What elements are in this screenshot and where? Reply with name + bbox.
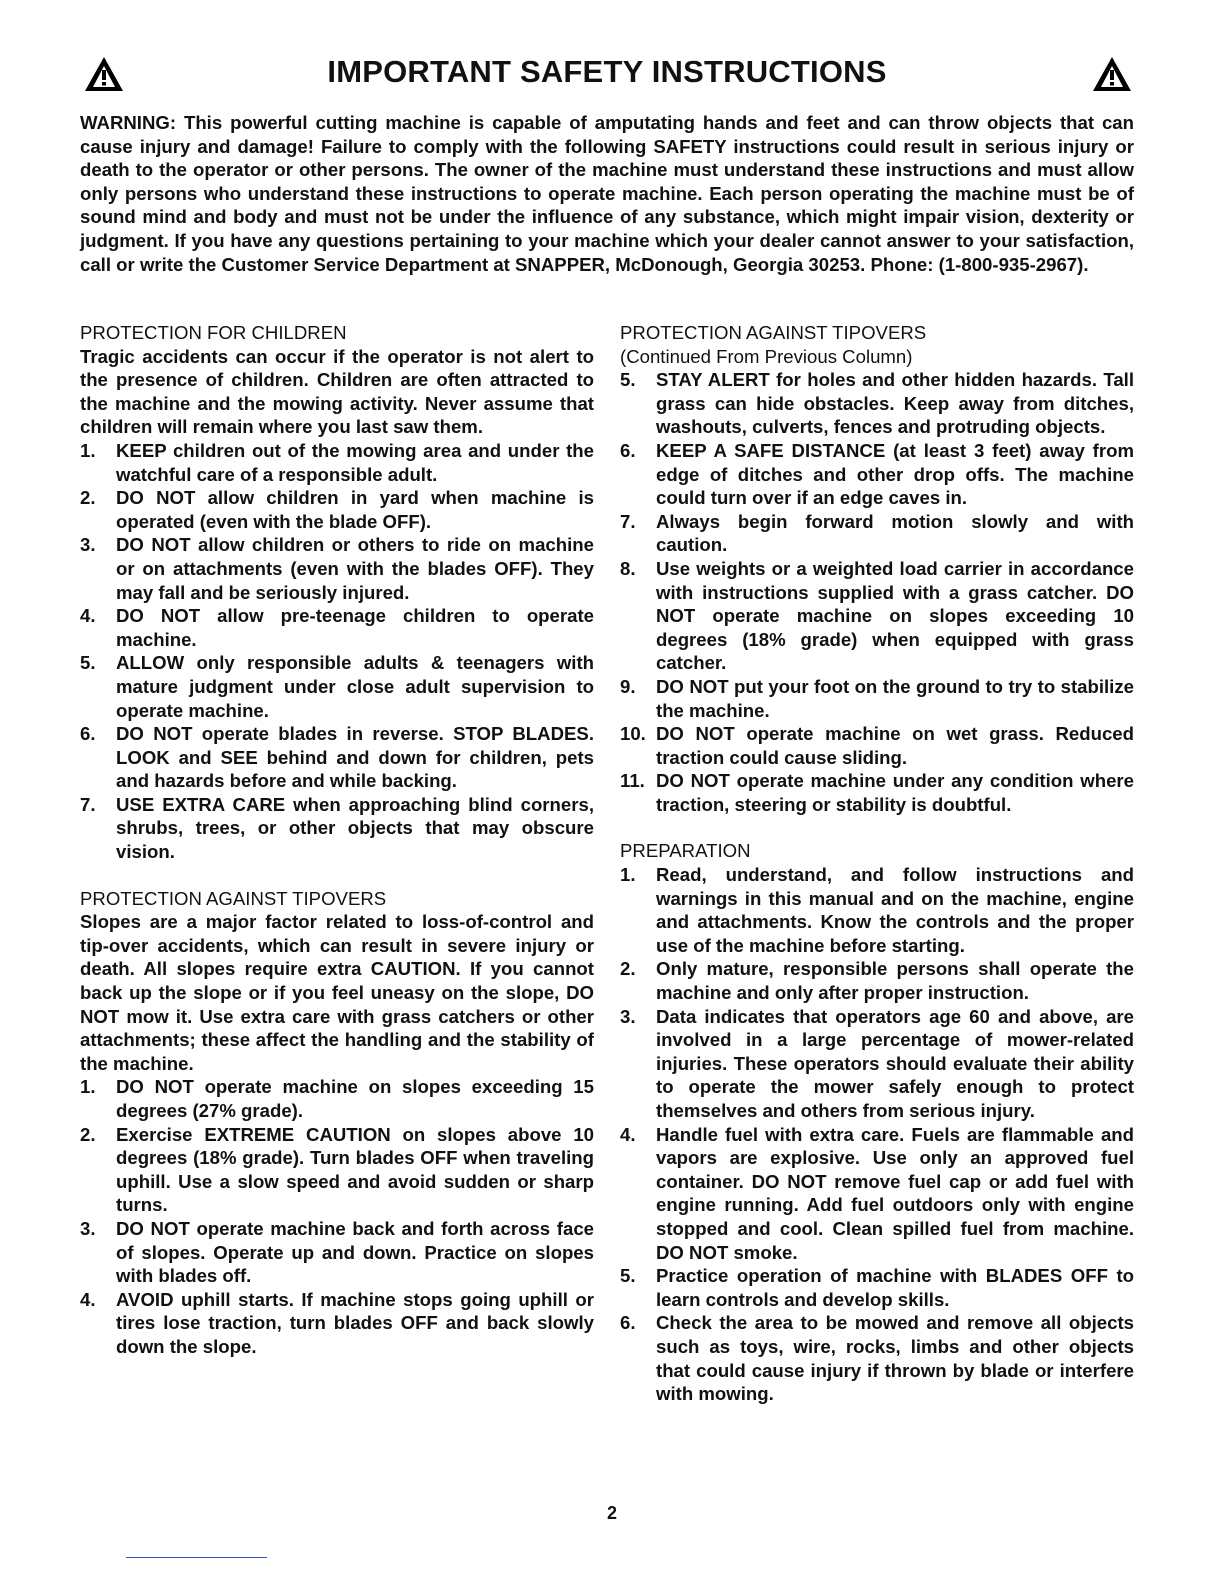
list-text: STAY ALERT for holes and other hidden hazards. Tall grass can hide obstacles. Keep away from ditches, washouts, culverts, fences and protruding objects. (656, 369, 1134, 438)
list-number: 3. (80, 534, 96, 556)
list-number: 6. (620, 439, 636, 461)
list-number: 8. (620, 557, 636, 579)
list-number: 1. (80, 439, 96, 461)
continued-note: (Continued From Previous Column) (620, 345, 913, 367)
list-text: Practice operation of machine with BLADES OFF to learn controls and develop skills. (656, 1265, 1134, 1310)
list-number: 4. (80, 1288, 96, 1310)
list-text: Check the area to be mowed and remove all objects such as toys, wire, rocks, limbs and other objects that could cause injury if thrown by blade or interfere with mowing. (656, 1312, 1134, 1405)
list-number: 11. (620, 770, 645, 792)
list-item (620, 1123, 1134, 1265)
list-item (80, 1217, 594, 1288)
list-text: Only mature, responsible persons shall operate the machine and only after proper instruction. (656, 958, 1134, 1004)
list-item (80, 793, 594, 864)
list-text: DO NOT operate machine back and forth across face of slopes. Operate up and down. Practice on slopes with blades off. (116, 1217, 594, 1287)
warning-triangle-icon (1092, 56, 1132, 92)
tipovers-continued-list (620, 368, 1134, 816)
list-item (80, 1288, 594, 1359)
section-heading-preparation: PREPARATION (620, 840, 751, 862)
list-item (620, 1005, 1134, 1123)
list-number: 10. (620, 723, 646, 745)
children-list (80, 439, 594, 864)
list-number: 6. (620, 1312, 636, 1334)
list-item (620, 769, 1134, 816)
right-column (620, 321, 1134, 1406)
list-number: 4. (620, 1123, 636, 1145)
tipovers-list (80, 1075, 594, 1358)
list-item (620, 1264, 1134, 1311)
list-text: AVOID uphill starts. If machine stops going uphill or tires lose traction, turn blades OFF and back slowly down the slope. (116, 1288, 594, 1357)
list-item (80, 439, 594, 486)
tipovers-intro: Slopes are a major factor related to loss-of-control and tip-over accidents, which can result in severe injury or death. All slopes require extra CAUTION. If you cannot back up the slope or if you feel uneasy on the slope, DO NOT mow it. Use extra care with grass catchers or other attachments; these affect the handling and the stability of the machine. (80, 911, 594, 1074)
list-number: 3. (80, 1217, 96, 1239)
list-text: DO NOT allow children in yard when machine is operated (even with the blade OFF). (116, 487, 594, 532)
list-text: KEEP children out of the mowing area and under the watchful care of a responsible adult. (116, 439, 594, 485)
warning-paragraph: WARNING: This powerful cutting machine is capable of amputating hands and feet and can throw objects that can cause injury and damage! Failure to comply with the following SAFETY instructions could result in serious injury or death to the operator or other persons. The owner of the machine must understand these instructions and must allow only persons who understand these instructions to operate machine. Each person operating the machine must be of sound mind and body and must not be under the influence of any substance, which might impair vision, dexterity or judgment. If you have any questions pertaining to your machine which your dealer cannot answer to your satisfaction, call or write the Customer Service Department at SNAPPER, McDonough, Georgia 30253. Phone: (1-800-935-2967). (80, 112, 1134, 275)
list-text: USE EXTRA CARE when approaching blind corners, shrubs, trees, or other objects that may obscure vision. (116, 793, 594, 863)
list-item (620, 863, 1134, 957)
list-number: 1. (620, 864, 636, 886)
list-number: 5. (620, 1265, 636, 1287)
list-text: Handle fuel with extra care. Fuels are flammable and vapors are explosive. Use only an approved fuel container. DO NOT remove fuel cap or add fuel with engine running. Add fuel outdoors only with engine stopped and cool. Clean spilled fuel from machine. DO NOT smoke. (656, 1123, 1134, 1263)
list-text: DO NOT put your foot on the ground to try to stabilize the machine. (656, 675, 1134, 721)
list-item (80, 1123, 594, 1217)
list-item (80, 651, 594, 722)
list-text: ALLOW only responsible adults & teenagers with mature judgment under close adult supervision to operate machine. (116, 652, 594, 721)
footer-divider (126, 1557, 267, 1558)
list-item (80, 604, 594, 651)
list-number: 5. (80, 652, 96, 674)
list-text: Always begin forward motion slowly and with caution. (656, 510, 1134, 556)
list-text: Exercise EXTREME CAUTION on slopes above 10 degrees (18% grade). Turn blades OFF when traveling uphill. Use a slow speed and avoid sudden or sharp turns. (116, 1123, 594, 1216)
list-number: 7. (80, 793, 96, 815)
page-title: IMPORTANT SAFETY INSTRUCTIONS (327, 54, 887, 89)
list-item (620, 722, 1134, 769)
list-text: DO NOT allow children or others to ride on machine or on attachments (even with the blades OFF). They may fall and be seriously injured. (116, 534, 594, 603)
left-column (80, 321, 594, 1359)
list-number: 3. (620, 1005, 636, 1027)
list-number: 4. (80, 605, 96, 627)
list-text: DO NOT operate machine under any condition where traction, steering or stability is doubtful. (656, 770, 1134, 815)
list-item (620, 675, 1134, 722)
list-text: Read, understand, and follow instructions and warnings in this manual and on the machine, engine and attachments. Know the controls and the proper use of the machine before starting. (656, 864, 1134, 956)
list-number: 2. (620, 958, 636, 980)
page-number: 2 (606, 1503, 617, 1523)
children-intro: Tragic accidents can occur if the operator is not alert to the presence of children. Children are often attracted to the machine and the mowing activity. Never assume that children will remain where you last saw them. (80, 345, 594, 438)
list-item (80, 486, 594, 533)
section-heading-tipovers: PROTECTION AGAINST TIPOVERS (80, 887, 387, 909)
preparation-list (620, 863, 1134, 1406)
list-number: 9. (620, 675, 636, 697)
section-heading-children: PROTECTION FOR CHILDREN (80, 322, 347, 343)
list-item (620, 557, 1134, 675)
list-item (620, 957, 1134, 1004)
list-item (620, 510, 1134, 557)
list-number: 2. (80, 487, 96, 509)
list-text: Data indicates that operators age 60 and above, are involved in a large percentage of mower-related injuries. These operators should evaluate their ability to operate the mower safely enough to protect themselves and others from serious injury. (656, 1005, 1134, 1121)
list-text: DO NOT operate blades in reverse. STOP BLADES. LOOK and SEE behind and down for children, pets and hazards before and while backing. (116, 723, 594, 792)
list-item (620, 439, 1134, 510)
list-text: DO NOT allow pre-teenage children to operate machine. (116, 605, 594, 650)
list-item (80, 1075, 594, 1122)
list-item (620, 1311, 1134, 1405)
list-number: 2. (80, 1123, 96, 1145)
list-number: 7. (620, 510, 636, 532)
list-item (80, 533, 594, 604)
list-text: Use weights or a weighted load carrier in accordance with instructions supplied with a grass catcher. DO NOT operate machine on slopes exceeding 10 degrees (18% grade) when equipped with grass catcher. (656, 557, 1134, 674)
title-row (80, 52, 1134, 100)
list-text: DO NOT operate machine on slopes exceeding 15 degrees (27% grade). (116, 1076, 594, 1121)
list-text: DO NOT operate machine on wet grass. Reduced traction could cause sliding. (656, 723, 1134, 768)
list-number: 5. (620, 369, 636, 391)
list-number: 6. (80, 723, 96, 745)
list-item (620, 368, 1134, 439)
section-heading-tipovers-continued: PROTECTION AGAINST TIPOVERS (620, 322, 927, 343)
list-text: KEEP A SAFE DISTANCE (at least 3 feet) away from edge of ditches and other drop offs. The machine could turn over if an edge caves in. (656, 439, 1134, 509)
list-item (80, 722, 594, 793)
list-number: 1. (80, 1076, 96, 1098)
